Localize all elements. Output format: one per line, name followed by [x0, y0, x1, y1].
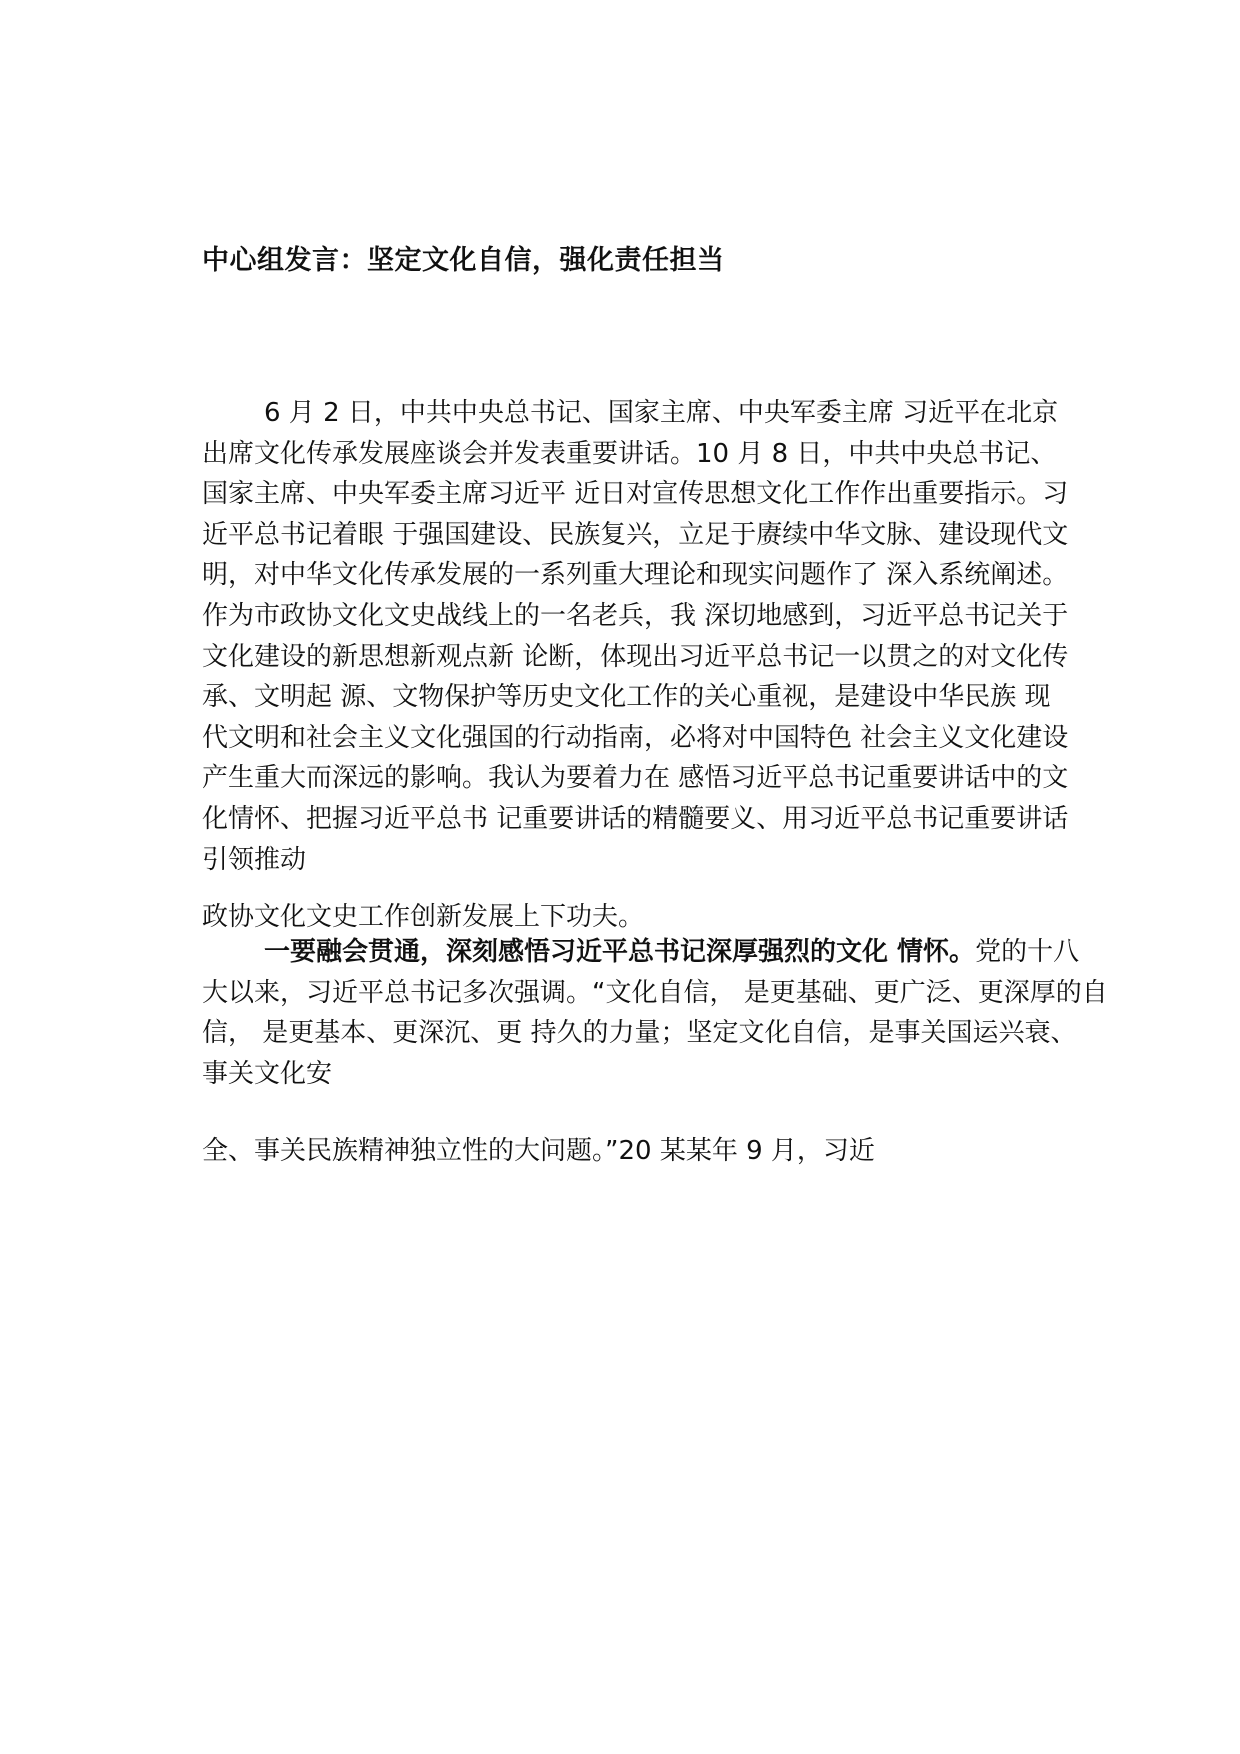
paragraph-line: 明，对中华文化传承发展的一系列重大理论和现实问题作了 深入系统阐述。 — [202, 560, 1069, 591]
paragraph-line: 作为市政协文化文史战线上的一名老兵，我 深切地感到，习近平总书记关于 — [202, 600, 1069, 631]
paragraph-intro — [202, 393, 1082, 880]
paragraph-line: 出席文化传承发展座谈会并发表重要讲话。10 月 8 日，中共中央总书记、 — [202, 438, 1057, 469]
paragraph-line: 6 月 2 日，中共中央总书记、国家主席、中央军委主席 习近平在北京 — [264, 398, 1059, 428]
paragraph-line: 代文明和社会主义文化强国的行动指南，必将对中国特色 社会主义文化建设 — [202, 722, 1069, 753]
paragraph-final — [202, 1131, 1082, 1172]
paragraph-line: 信， 是更基本、更深沉、更 持久的力量；坚定文化自信，是事关国运兴衰、 — [202, 1018, 1077, 1049]
paragraph-line: 文化建设的新思想新观点新 论断，体现出习近平总书记一以贯之的对文化传 — [202, 641, 1069, 672]
paragraph-line: 政协文化文史工作创新发展上下功夫。 — [202, 902, 645, 932]
paragraph-line: 引领推动 — [202, 844, 307, 875]
paragraph-point-one — [202, 932, 1108, 1094]
section-heading: 一要融会贯通，深刻感悟习近平总书记深厚强烈的文化 情怀。 — [264, 937, 976, 967]
paragraph-line: 全、事关民族精神独立性的大问题。”20 某某年 9 月，习近 — [202, 1136, 875, 1166]
paragraph-line: 产生重大而深远的影响。我认为要着力在 感悟习近平总书记重要讲话中的文 — [202, 763, 1069, 794]
paragraph-line: 大以来，习近平总书记多次强调。“文化自信， 是更基础、更广泛、更深厚的自 — [202, 977, 1108, 1008]
paragraph-line: 国家主席、中央军委主席习近平 近日对宣传思想文化工作作出重要指示。习 — [202, 479, 1069, 510]
paragraph-line: 承、文明起 源、文物保护等历史文化工作的关心重视，是建设中华民族 现 — [202, 682, 1051, 713]
paragraph-line — [202, 932, 1082, 973]
paragraph-line-rest: 党的十八 — [975, 937, 1080, 967]
paragraph-line: 事关文化安 — [202, 1058, 333, 1089]
document-title: 中心组发言：坚定文化自信，强化责任担当 — [202, 245, 725, 276]
paragraph-line: 化情怀、把握习近平总书 记重要讲话的精髓要义、用习近平总书记重要讲话 — [202, 803, 1069, 834]
paragraph-line: 近平总书记着眼 于强国建设、民族复兴，立足于赓续中华文脉、建设现代文 — [202, 519, 1069, 550]
